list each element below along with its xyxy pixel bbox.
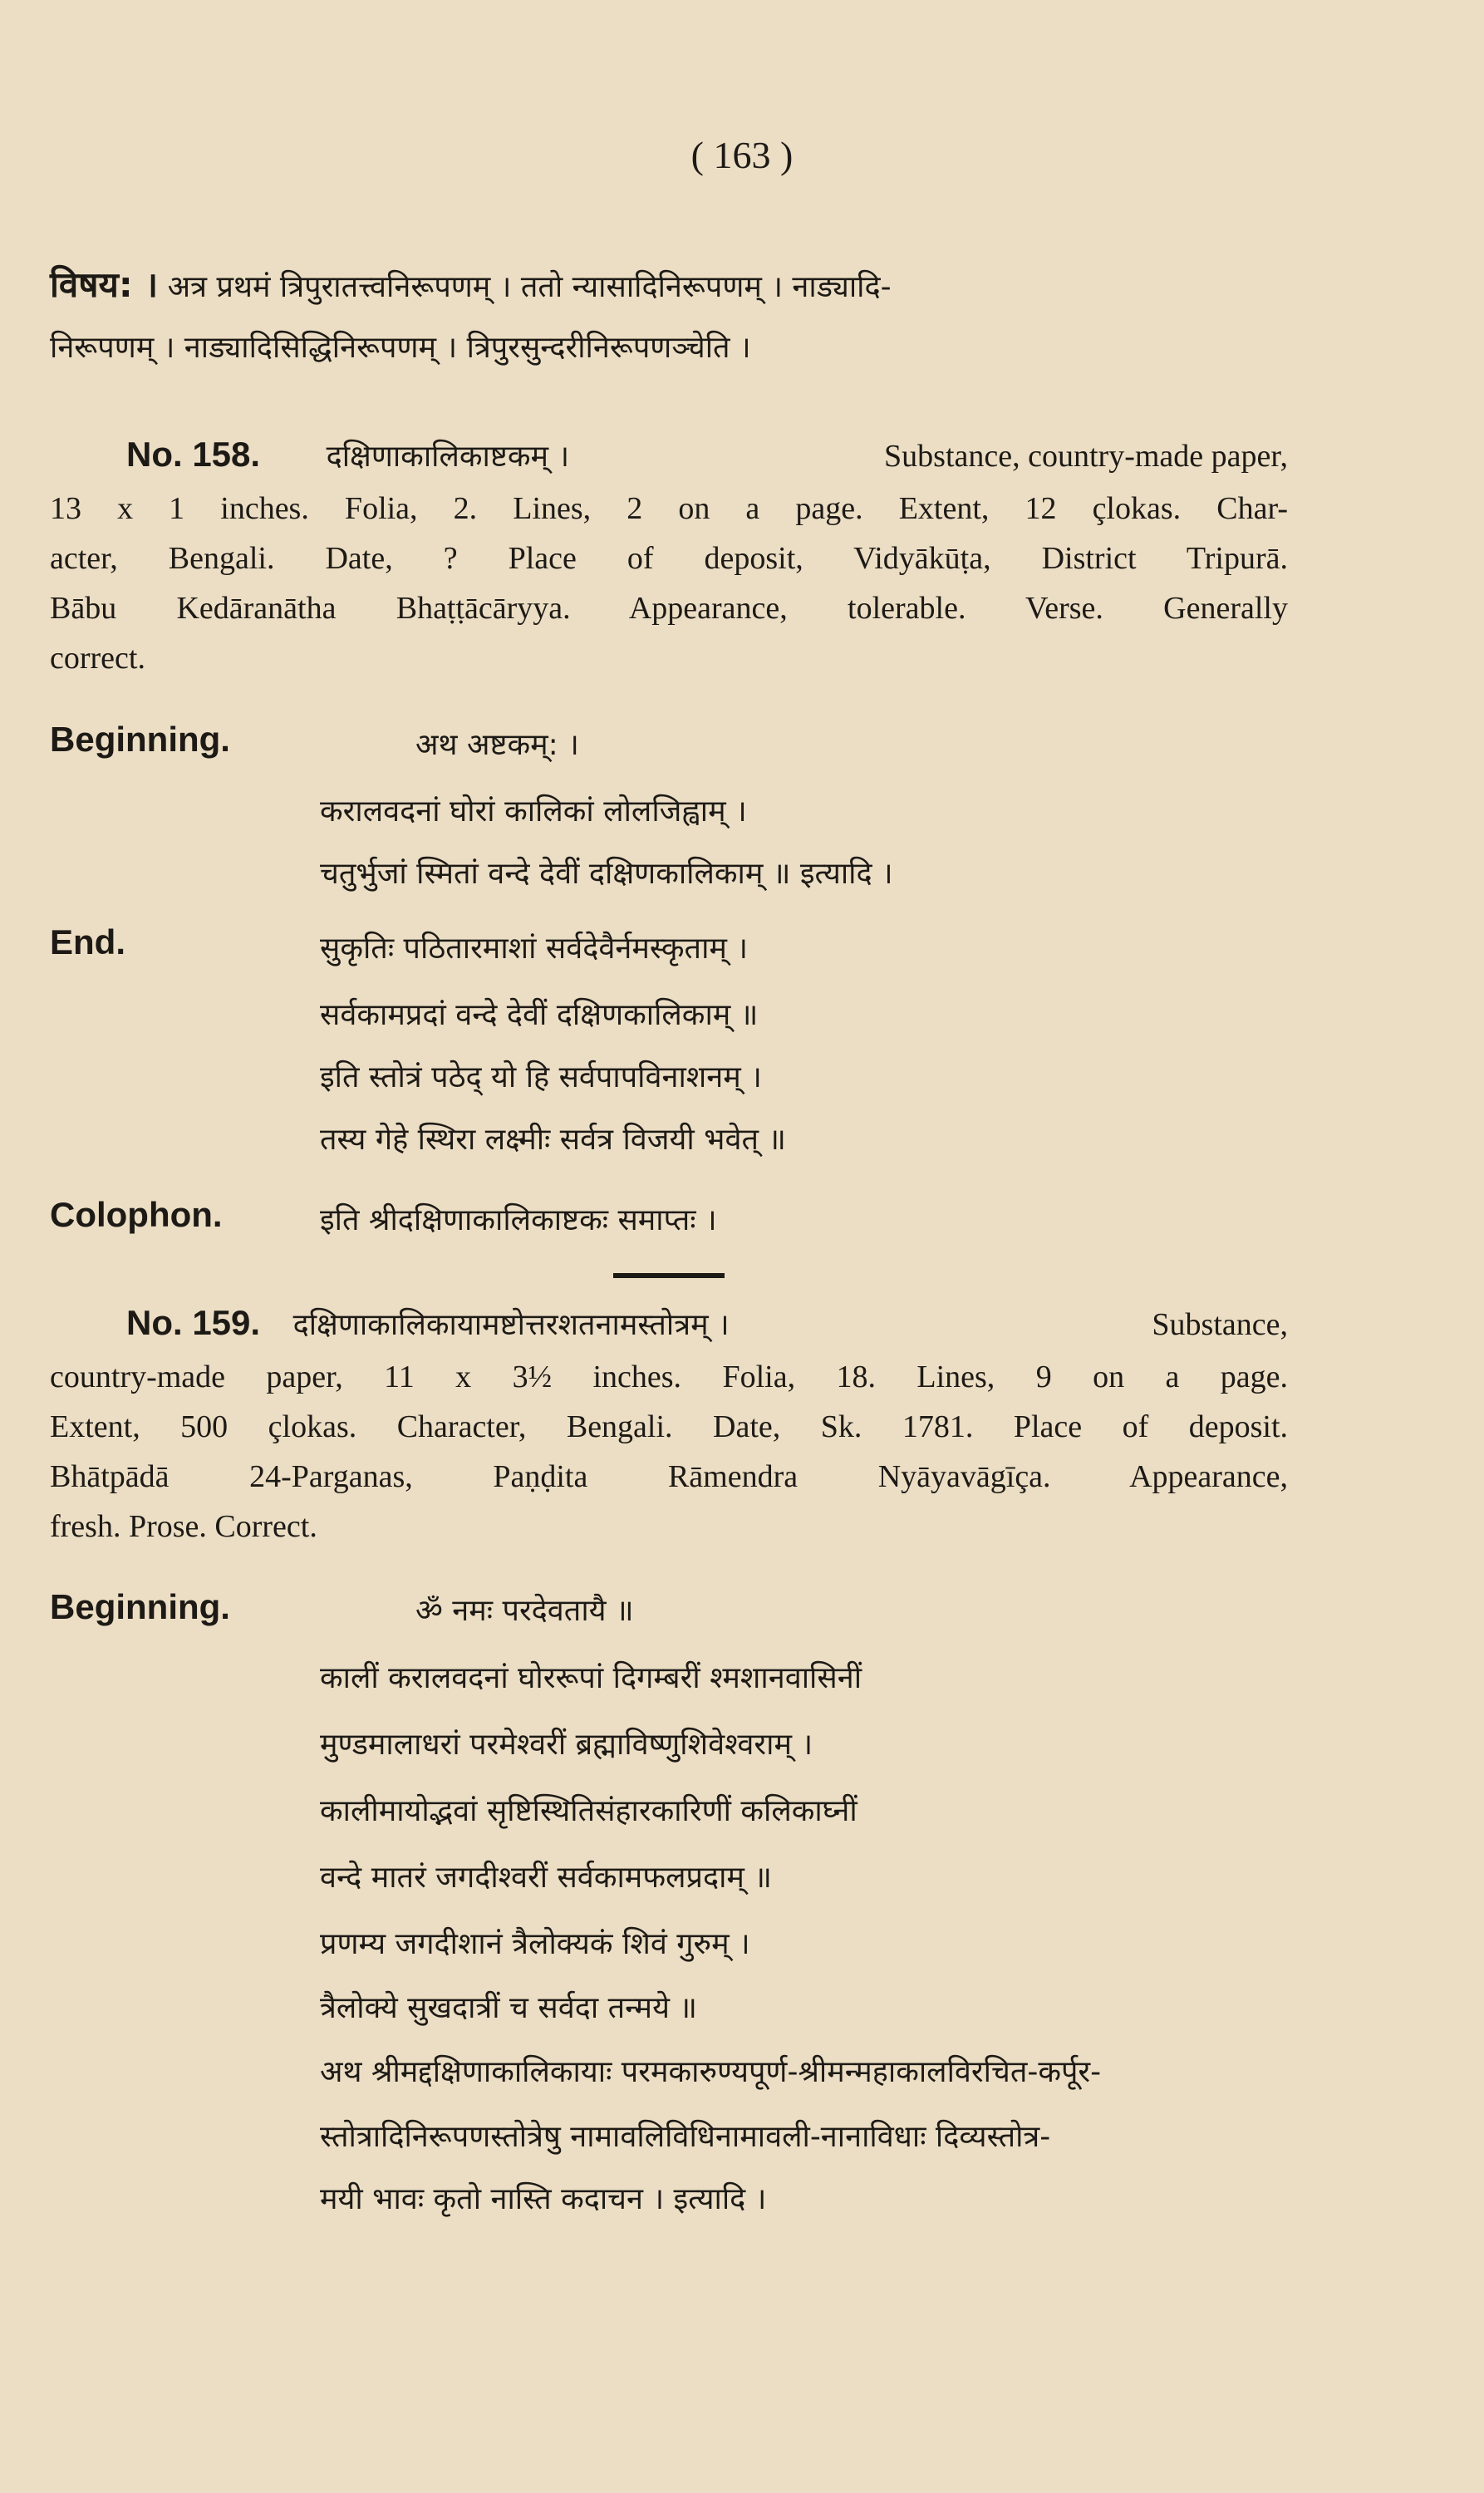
entry-159-desc-4: fresh. Prose. Correct. [50,1509,317,1544]
entry-159-prose-line: अथ श्रीमद्दक्षिणाकालिकायाः परमकारुण्यपूर्ण-श्रीमन्महाकालविरचित-कर्पूर- [320,2055,1102,2089]
entry-158-end-line: सर्वकामप्रदां वन्दे देवीं दक्षिणकालिकाम् ॥ [320,998,759,1032]
entry-159-desc-2: Extent, 500 çlokas. Character, Bengali. Date, Sk. 1781. Place of deposit. [50,1409,1288,1444]
entry-158-title: दक्षिणाकालिकाष्टकम् । [326,440,570,474]
entry-158-end-label: End. [50,922,125,961]
entry-158-end-line: सुकृतिः पठितारमाशां सर्वदेवैर्नमस्कृताम् । [320,932,749,966]
entry-159-verse-line: वन्दे मातरं जगदीश्वरीं सर्वकामफलप्रदाम् ॥ [320,1861,772,1895]
section-divider [613,1273,725,1278]
intro-line-1 [50,260,1286,307]
entry-158-colophon: इति श्रीदक्षिणाकालिकाष्टकः समाप्तः । [320,1203,717,1237]
entry-159-beginning-label: Beginning. [50,1587,230,1626]
entry-158-desc-1: Substance, country-made paper, [884,439,1288,474]
entry-158-desc-2: 13 x 1 inches. Folia, 2. Lines, 2 on a page. Extent, 12 çlokas. Char- [50,491,1288,526]
entry-158-number: No. 158. [126,435,261,474]
entry-158-end-line: तस्य गेहे स्थिरा लक्ष्मीः सर्वत्र विजयी भवेत् ॥ [320,1123,786,1157]
entry-159-verse-line: त्रैलोक्ये सुखदात्रीं च सर्वदा तन्मये ॥ [320,1991,697,2025]
entry-159-desc-0: Substance, [1152,1307,1288,1342]
intro-line-2: निरूपणम् । नाड्यादिसिद्धिनिरूपणम् । त्रिपुरसुन्दरीनिरूपणञ्चेति । [50,331,751,365]
entry-158-desc-5: correct. [50,641,145,676]
entry-159-desc-1: country-made paper, 11 x 3½ inches. Folia, 18. Lines, 9 on a page. [50,1360,1288,1394]
entry-159-prose-line: स्तोत्रादिनिरूपणस्तोत्रेषु नामावलिविधिनामावली-नानाविधाः दिव्यस्तोत्र- [320,2120,1051,2154]
entry-159-verse-line: कालीं करालवदनां घोररूपां दिगम्बरीं श्मशानवासिनीं [320,1661,862,1695]
entry-158-desc-4: Bābu Kedāranātha Bhaṭṭācāryya. Appearance, tolerable. Verse. Generally [50,591,1288,626]
entry-159-verse-line: कालीमायोद्भवां सृष्टिस्थितिसंहारकारिणीं कलिकाघ्नीं [320,1794,857,1828]
entry-158-desc-3: acter, Bengali. Date, ? Place of deposit, Vidyākūṭa, District Tripurā. [50,541,1288,576]
entry-159-number: No. 159. [126,1303,261,1342]
entry-159-verse-line: मुण्डमालाधरां परमेश्वरीं ब्रह्माविष्णुशिवेश्वराम् । [320,1728,813,1762]
intro-label: विषय: । [50,264,159,305]
entry-159-title: दक्षिणाकालिकायामष्टोत्तरशतनामस्तोत्रम् । [292,1308,730,1342]
page-number: ( 163 ) [690,134,794,176]
entry-158-beginning-line: चतुर्भुजां स्मितां वन्दे देवीं दक्षिणकालिकाम् ॥ इत्यादि । [320,857,893,891]
entry-159-desc-3: Bhātpādā 24-Parganas, Paṇḍita Rāmendra Nyāyavāgīça. Appearance, [50,1459,1288,1494]
entry-159-verse-line: प्रणम्य जगदीशानं त्रैलोक्यकं शिवं गुरुम् । [320,1927,750,1961]
entry-159-verse-line: ॐ नमः परदेवतायै ॥ [415,1594,634,1628]
entry-158-beginning-line: करालवदनां घोरां कालिकां लोलजिह्वाम् । [320,794,747,829]
entry-158-end-line: इति स्तोत्रं पठेद् यो हि सर्वपापविनाशनम् । [320,1060,762,1094]
entry-159-header [126,1303,730,1344]
intro-text-1: अत्र प्रथमं त्रिपुरातत्त्वनिरूपणम् । ततो न्यासादिनिरूपणम् । नाड्यादि- [167,270,892,304]
entry-158-colophon-label: Colophon. [50,1195,223,1234]
entry-159-prose-line: मयी भावः कृतो नास्ति कदाचन । इत्यादि । [320,2182,767,2216]
entry-158-beginning-label: Beginning. [50,720,230,759]
entry-158-beginning-line: अथ अष्टकम्: । [415,728,579,762]
